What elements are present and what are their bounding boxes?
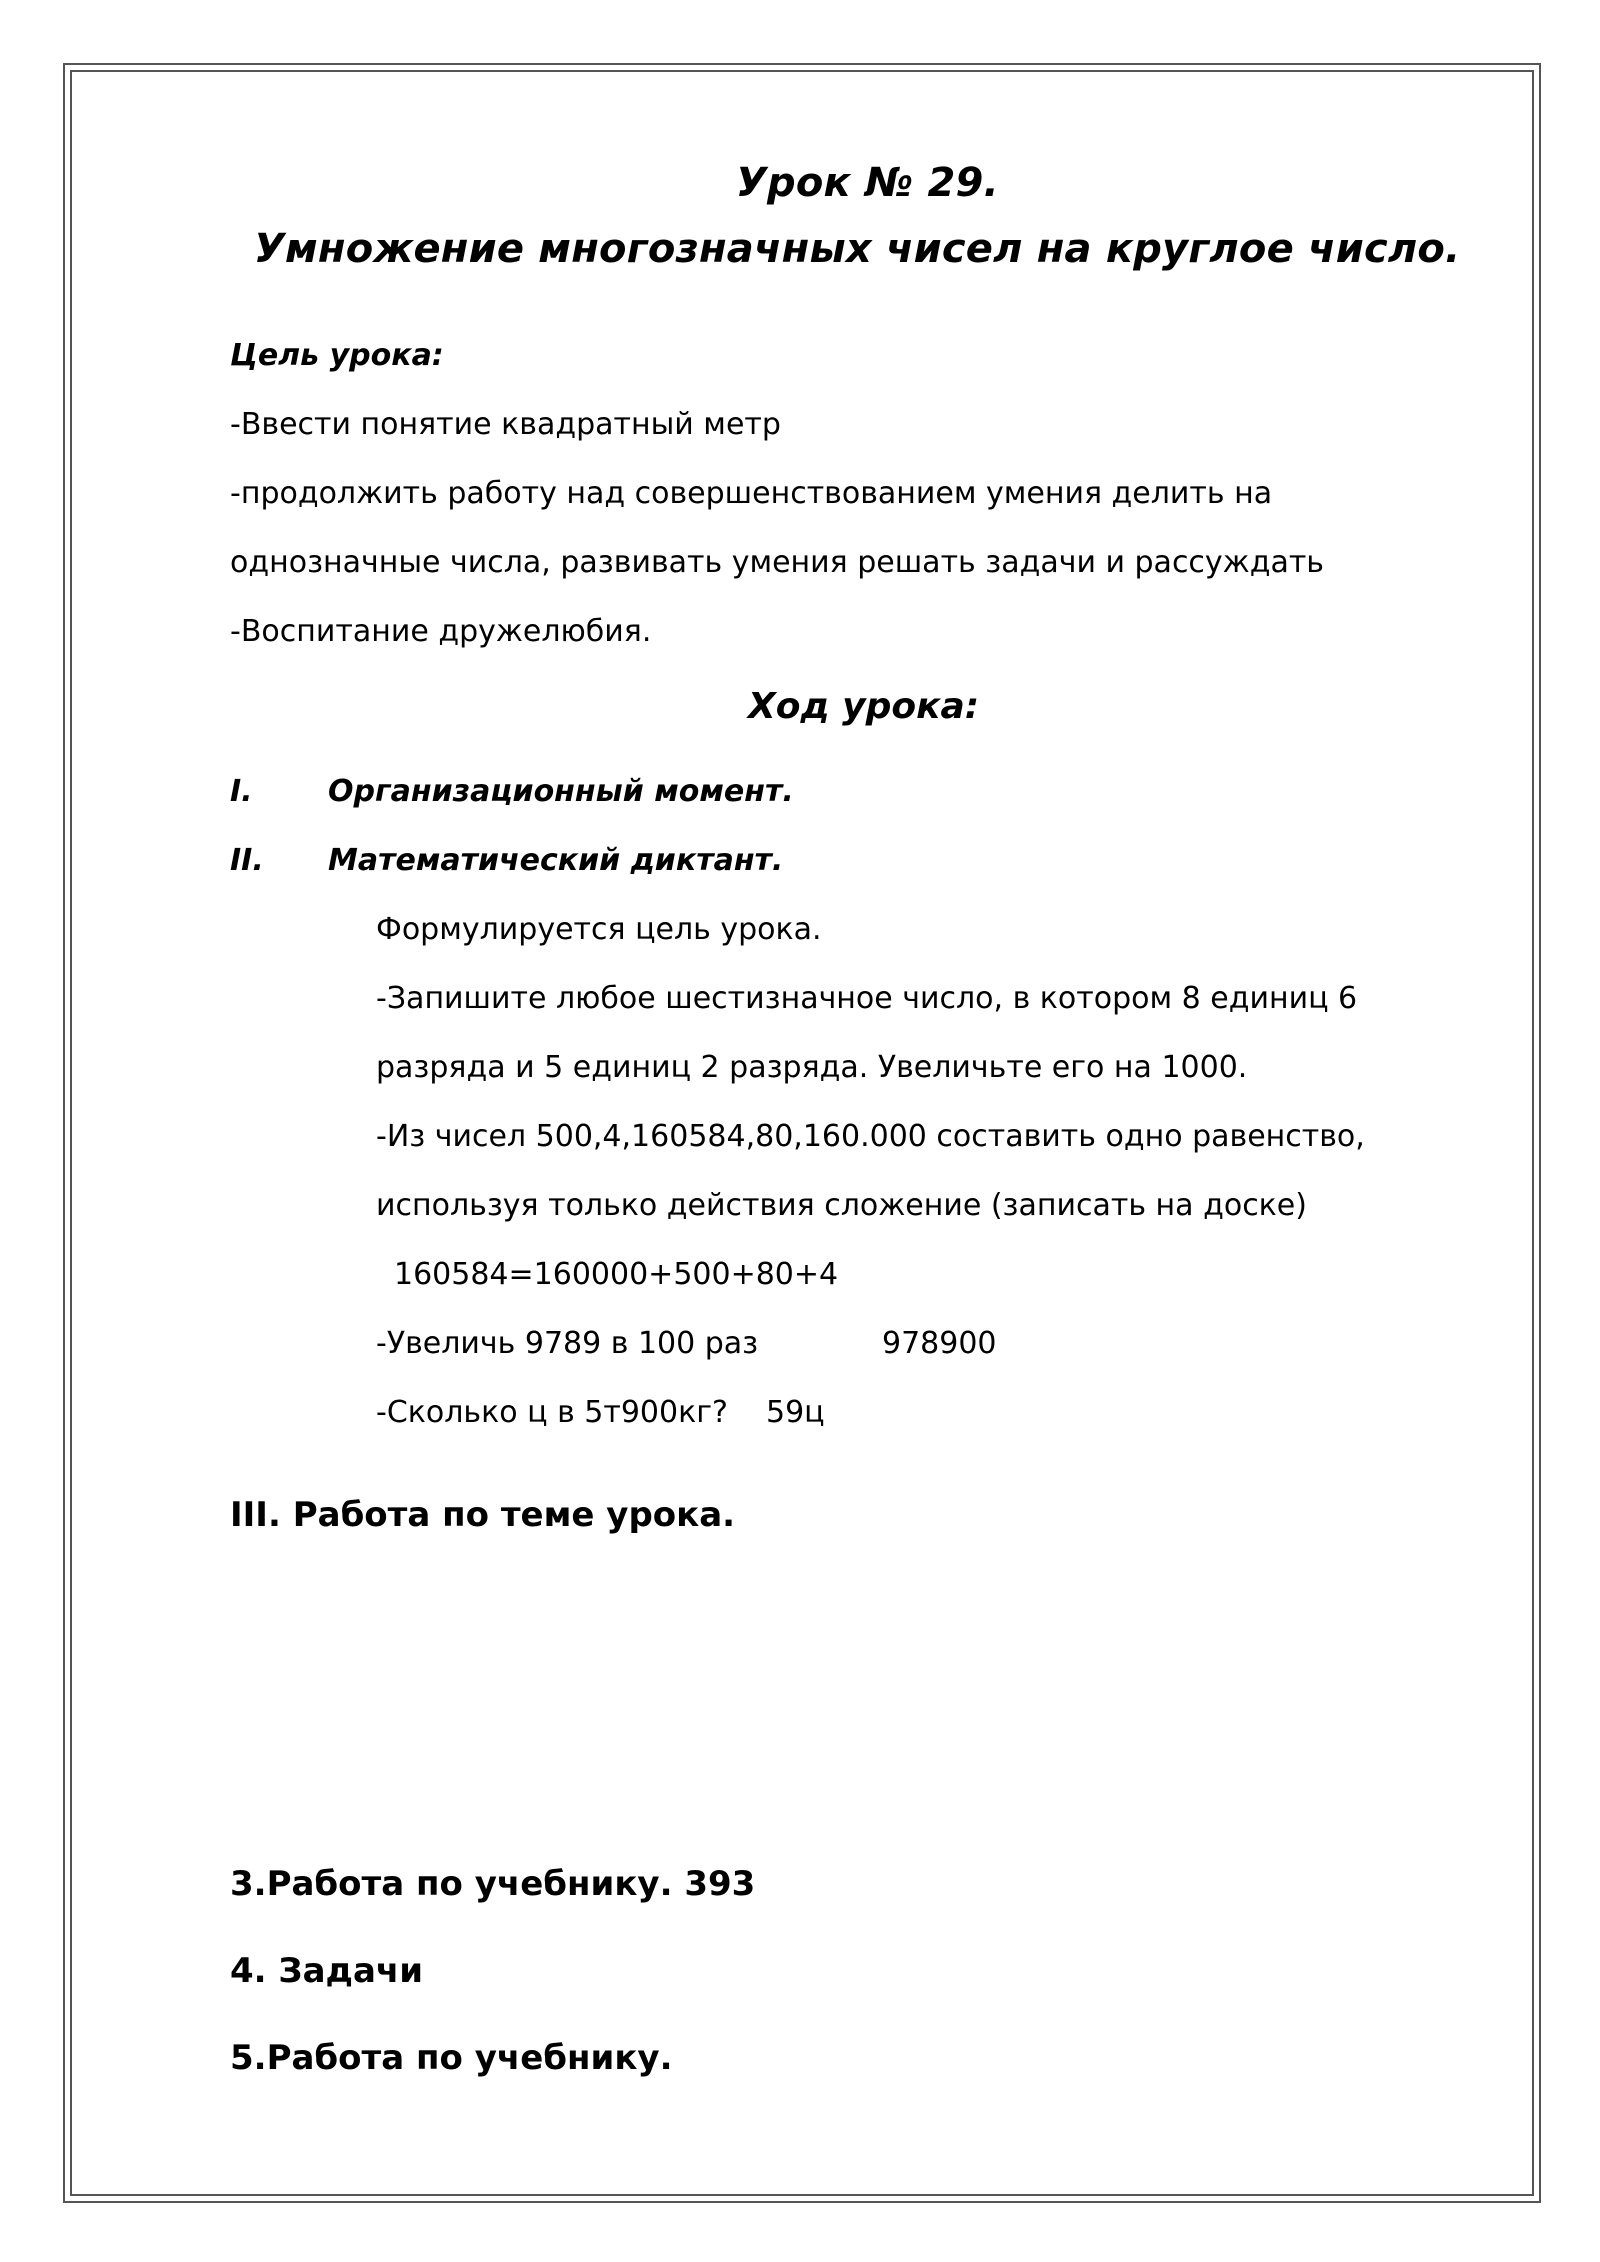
list-item-label: Организационный момент. [328,774,794,809]
dictation-line: разряда и 5 единиц 2 разряда. Увеличьте его на 1000. [376,1050,1248,1085]
list-item-number: I. [230,774,253,809]
dictation-line: -Запишите любое шестизначное число, в котором 8 единиц 6 [376,981,1358,1016]
list-item-label: Математический диктант. [328,843,784,878]
dictation-line: -Из чисел 500,4,160584,80,160.000 составить одно равенство, [376,1119,1365,1154]
dictation-line: Формулируется цель урока. [376,912,822,947]
section-heading: 4. Задачи [230,1951,424,1991]
lesson-topic-title: Умножение многозначных чисел на круглое число. [254,226,1461,272]
dictation-line: используя только действия сложение (записать на доске) [376,1188,1307,1223]
question-answer: 978900 [882,1326,997,1361]
section-heading: III. Работа по теме урока. [230,1495,736,1535]
section-heading: 5.Работа по учебнику. [230,2038,673,2078]
goal-heading: Цель урока: [230,338,444,373]
lesson-flow-heading: Ход урока: [748,686,980,727]
goal-line: -Воспитание дружелюбия. [230,614,652,649]
question-text: -Увеличь 9789 в 100 раз [376,1326,759,1361]
equation: 160584=160000+500+80+4 [394,1257,839,1292]
section-heading: 3.Работа по учебнику. 393 [230,1864,756,1904]
question-text: -Сколько ц в 5т900кг? [376,1395,728,1430]
goal-line: однозначные числа, развивать умения решать задачи и рассуждать [230,545,1324,580]
list-item-number: II. [230,843,264,878]
lesson-number-title: Урок № 29. [736,160,999,206]
goal-line: -продолжить работу над совершенствованием умения делить на [230,476,1273,511]
goal-line: -Ввести понятие квадратный метр [230,407,781,442]
question-answer: 59ц [766,1395,825,1430]
